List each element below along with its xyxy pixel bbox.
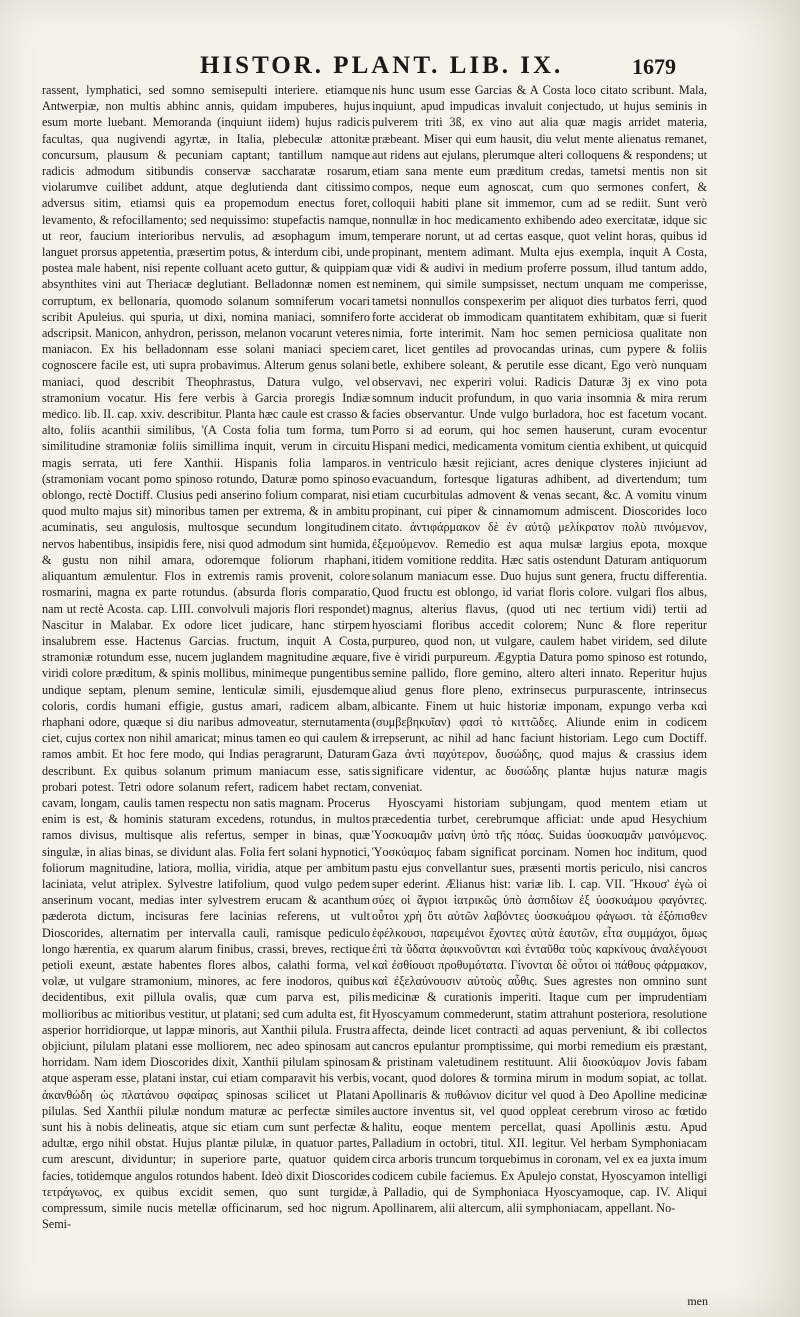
left-text-column <box>42 82 370 1307</box>
right-paragraph-2: Hyoscyami historiam subjungam, quod mentem etiam ut præcedentia turbet, cerebrumque afficiat: unde apud Hesychium Ὑοσκυαμᾶν μαίνη ὑπὸ τῆς πόας. Suidas ὑοσκυαμᾶν μαινόμενος. Ὑοσκύαμος fabam significat porcinam. Nomen hoc inditum, quod pastu ejus convellantur sues, præsenti mortis periculo, nisi cancros super ederint. Ælianus hist: variæ lib. I. cap. VII. Ἤκουσ' ἐγὼ οἱ σύες οἱ ἄγριοι ἰατρικῶς ὑπὸ ἀσπιδίων ἐξ ὑοσκυάμου φαγόντες. οὗτοι χρὴ ὅτι αὐτῶν λαβόντες ὑοσκυάμου φάγωσι. τὰ ἐξόπισθεν ἐφέλκουσι, παρειμένοι ἔχοντες αὐτὰ ἑαυτῶν, εἶτα συμμάχοι, ὅμως ἐπὶ τὰ ὕδατα ἀφικνοῦνται καὶ ἐνταῦθα τοὺς καρκίνους ἀναλέγουσι καὶ ἐσθίουσι προθυμότατα. Γίνονται δὲ οὗτοι οἱ πάθους φάρμακον, καὶ ἐξελαύνουσιν αὐτοὺς αὖθις. Sues agrestes non omnino sunt medicinæ & curationis imperiti. Itaque cum per imprudentiam Hyoscyamum commederunt, statim attrahunt posteriora, resolutione affecta, deinde licet contracti ad aquas perveniunt, & ibi collectos cancros epulantur promptissime, qui morbi remedium eis præstant, & pristinam valetudinem restituunt. Alii διοσκύαμον Jovis fabam vocant, quod dolores & tormina mirum in modum sopiat, ac tollat. Apollinaris & πυθώνιον dicitur vel quod à Deo Apolline medicinæ auctore inventus sit, vel quod oppleat cerebrum viroso ac fœtido halitu, eoque mentem percellat, quasi Apollinis æstu. Apud Palladium in octobri, titul. XII. legitur. Vel herbam Symphoniacam circa arboris truncum torquebimus in coronam, vel ex ea juxta imum codicem cubile faciemus. Ex Apulejo constat, Hyoscyamon intelligi à Palladio, qui de Symphoniaca Hyoscyamoque, cap. IV. Aliqui Apollinarem, alii altercum, alii symphoniacam, appellant. No- <box>372 795 707 1216</box>
right-paragraph-1: nis hunc usum esse Garcias & A Costa loco citato scribunt. Mala, inquiunt, apud impudicas invaluit conjectudo, ut hujus seminis in pulverem triti 3ß, ex vino aut alia quæ magis arridet materia, præbeant. Miser qui eum hausit, diu velut mente alienatus remanet, aut ridens aut ejulans, plerumque alteri colloquens & respondens; ut etiam sana mente eum præditum credas, tametsi mentis non sit compos, neque eum agnoscat, cum quo sermones confert, & colloquii habiti plane sit immemor, cum ad se rediit. Sunt verò nonnullæ in hoc medicamento exhibendo adeo exercitatæ, idque sic temperare norunt, ut ad certas easque, quot velint horas, quibus id propinant, mentem adimant. Multa ejus exempla, inquit A Costa, quæ vidi & audivi in medium proferre possum, illud tantum addo, neminem, qui simile sumpsisset, nectum unquam me comperisse, tametsi nonnullos conspexerim per aliquot dies turbatos ferri, quod forte acciderat ob immodicam quantitatem exhibitam, quæ si fuerit nimia, forte interimit. Nam hoc semen perniciosa qualitate non caret, licet gentiles ad provocandas urinas, cum pypere & foliis betle, exhibere soleant, & perutile esse dicant, Ego verò nunquam observavi, nec experiri volui. Radicis Daturæ 3j ex vino pota somnum inducit profundum, in quo varia insomnia & mira rerum facies observantur. Unde vulgo burladora, hoc est facetum vocant. Porro si ad eorum, qui hoc semen hauserunt, curam evocentur Hispani medici, medicamenta vomitum cientia exhibent, ut quicquid in ventriculo hæsit rejiciant, acres denique clysteres injiciunt ad evacuandum, fortesque ligaturas adhibent, ad divertendum; tum etiam cucurbitulas admovent & venas secant, &c. A vomitu vinum propinant, cui piper & cinnamomum admiscent. Dioscorides loco citato. ἀντιφάρμακον δὲ ἐν αὐτῷ μελίκρατον πολὺ πινόμενον, ἐξεμούμενον. Remedio est aqua mulsæ largius epota, moxque itidem vomitione reddita. Hæc satis ostendunt Daturam antiquorum solanum maniacum esse. Duo hujus sunt genera, fructu differentia. Quod fructu est oblongo, id variat floris colore. vulgari flos albus, magnus, alterius flavus, (quod uti nec tertium vidi) tertii ad hyosciami floribus accedit colorem; Nunc & flore reperitur purpureo, quod non, ut vulgare, caulem habet viridem, sed dilute five è viridi purpureum. Ægyptia Datura pomo spinoso est rotundo, semine pallido, flore gemino, altero alteri innato. Reperitur hujus aliud genus flore pleno, extrinsecus purpurascente, intrinsecus albicante. Finem ut huic historiæ imponam, expungo verba καὶ (συμβεβηκυῖαν) φασὶ τὸ κιττῶδες. Aliunde enim in codicem irrepserunt, ac nihil ad hanc faciunt historiam. Lego cum Doctiff. Gaza ἀντὶ παχύτερον, δυσώδης, quod majus & crassius idem significare videntur, ac δυσώδης plantæ hujus naturæ magis conveniat. <box>372 83 707 794</box>
page-number: 1679 <box>632 54 676 79</box>
page-header <box>0 52 800 82</box>
page-edge-shadow <box>730 0 800 1317</box>
left-paragraph-1: rassent, lymphatici, sed somno semisepulti interiere. etiamque Antwerpiæ, non multis abhinc annis, quidam impuberes, hujus esum morte luebant. Memoranda (inquiunt iidem) hujus radicis facultas, qua nugivendi agyrtæ, in Italia, plebeculæ attonitæ concursum, plausum & pecuniam captant; tantillum namque radicis admodum sitibundis conservæ saccharatæ rosarum, violarumve cuilibet addunt, atque deglutienda dant citissimo adversus sitim, etiamsi quis ea propemodum enectus foret, levamento, & refocillamento; sed nequissimo: stupefactis namque, ut reor, faucium interioribus nervulis, ad æsophagum imum, languet prorsus appetentia, præsertim potus, & interdum cibi, unde postea male habent, nisi repente colluant aceto guttur, & quippiam absynthites vini aut Theriacæ deglutiant. Belladonnæ nomen est corruptum, ex bellonaria, quomodo solanum somniferum vocari scribit Apuleius. qui spuria, ut dixi, nomina maniaci, somnifero adscripsit. Manicon, anhydron, perisson, melanon vocarunt veteres maniacon. Ex his belladonnam esse solani maniaci speciem cognoscere facile est, uti supra probavimus. Alterum genus solani maniaci, quod describit Theophrastus, Datura vulgo, vel stramonium vocatur. His fere verbis à Garcia proregis Indiæ medico. lib. II. cap. xxiv. describitur. Planta hæc caule est crasso & alto, foliis acanthii similibus, '(A Costa folia tum forma, tum similitudine stramoniæ foliis simillima inquit, verum in circuitu magis serrata, uti fere Xanthii. Hispanis folia lamparos. (stramoniam vocant pomo spinoso rotundo, Daturæ pomo spinoso oblongo, rectè Doctiff. Clusius pedi anserino folium comparat, nisi quod multo majus sit) minoribus tamen per extrema, & in ambitu acuminatis, seu angulosis, multosque secundum longitudinem nervos habentibus, insipidis fere, nisi quod admodum sint humida, & gustu non nihil amara, odoremque foliorum rhaphani, aliquantum æmulentur. Flos in extremis ramis provenit, colore rosmarini, magna ex parte rotundus. (absurda floris comparatio, nam ut rectè Acosta. cap. LIII. convolvuli majoris flori respondet) Nascitur in Malabar. Ex odore licet judicare, hanc stirpem insalubrem esse. Hactenus Garcias. fructum, inquit A Costa, stramoniæ rotundum esse, nucem juglandem magnitudine æquare, viridi colore præditum, & spinis mollibus, minimeque pungentibus undique septam, plenum semine, lenticulæ simili, ejusdemque coloris, cordis humani effigie, gustus amari, radicem albam, rhaphani odore, quæque si diu naribus admoveatur, sternutamenta ciet, cujus cortex non nihil amaricat; minus tamen eo qui caulem & ramos ambit. Et hoc fere modo, qui Indias peragrarunt, Daturam describunt. Ex quibus solanum primum maniacum esse, satis probari potest. Tetri odore solanum refert, radicem habet rectam, cavam, longam, caulis tamen respectu non satis magnam. Procerus enim is est, & hominis staturam excedens, rotundus, in multos ramos divisus, multisque alis refertus, semper in binas, quæ singulæ, in alias binas, se dividunt alas. Folia fert solani hypnotici, foliorum magnitudine, latiora, mollia, viridia, atque per ambitum laciniata, velut atriplex. Sylvestre latifolium, quod vulgo pedem anserinum vocant, medias inter sylvestrem erucam & acanthum pæderota dictum, incisuras fere lacinias referens, ut vult Dioscorides, alternatim per intervalla cauli, ramisque pediculo longo hærentia, ex quarum alarum finibus, crassi, breves, rectique petioli exeunt, æstate habentes flores albos, calathi forma, vel volæ, ut vulgare stramonium, minores, ac fere inodoros, quibus decidentibus, exit pillula ovalis, quæ cum parva est, pilis mollioribus ac mitioribus vestitur, ut platani; sed cum adulta est, fit asperior horridiorque, ut lappæ minoris, aut Xanthii pilula. Frustra objiciunt, pilulam platani esse molliorem, nec adeo spinosam aut horridam. Nam idem Dioscorides dixit, Xanthii pilulam spinosam atque asperam esse, platani instar, cui etiam comparavit his verbis, ἀκανθώδη ὡς πλατάνου σφαίρας spinosas scilicet ut Platani pilulas. Sed Xanthii pilulæ nondum maturæ ac perfectæ similes sunt his à nobis delineatis, atque sic etiam cum sunt perfectæ & adultæ, ergo nihil obstat. Hujus plantæ pilulæ, in quatuor partes, cum arescunt, dividuntur; in superiore parte, quatuor quidem facies, totidemque angulos rotundos habent. Ideò dixit Dioscorides τετράγωνος, ex quibus excidit semen, quo sunt turgidæ, compressum, simile nucis metellæ officinarum, sed hoc nigrum. Semi- <box>42 83 370 1232</box>
catchword: men <box>687 1294 708 1308</box>
running-head: HISTOR. PLANT. LIB. IX. <box>200 52 564 79</box>
right-text-column <box>372 82 707 1307</box>
